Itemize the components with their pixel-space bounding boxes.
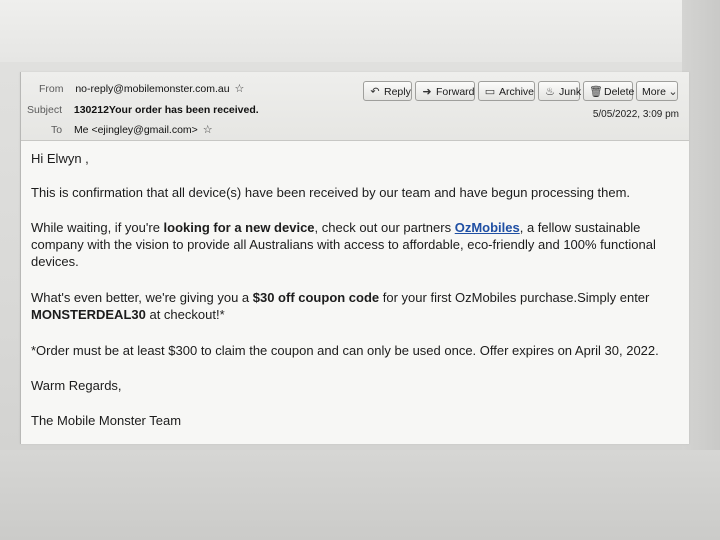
delete-label: Delete [604,86,635,98]
partner-text-3: , a fellow sustainable company with the vision to provide all Australians with access to affordable, eco-friendly and 100% functional devices. [31,220,656,269]
partner-bold: looking for a new device [163,220,315,235]
archive-label: Archive [499,86,535,98]
chevron-down-icon: ⌄ [668,86,678,98]
junk-button[interactable] [538,81,580,101]
coupon-bold: $30 off coupon code [252,290,380,305]
coupon-code: MONSTERDEAL30 [31,307,146,322]
subject-label: Subject [27,104,63,116]
coupon-text-3: at checkout!* [145,307,225,322]
star-icon[interactable]: ☆ [202,124,213,136]
to-address[interactable]: Me <ejingley@gmail.com> [73,124,198,136]
forward-button[interactable] [415,81,475,101]
from-row [39,82,244,95]
more-label: More [642,86,666,98]
greeting: Hi Elwyn , [31,151,89,166]
partner-paragraph [31,219,686,270]
coupon-text-2: for your first OzMobiles purchase.Simply enter [379,290,650,305]
forward-label: Forward [436,86,475,98]
trash-icon: 🗑 [589,86,603,98]
more-button[interactable] [636,81,678,101]
ozmobiles-link[interactable]: OzMobiles [454,220,520,235]
from-label: From [39,83,64,95]
to-row [51,123,213,136]
star-icon[interactable]: ☆ [234,83,245,95]
reply-label: Reply [384,86,411,98]
reply-button[interactable] [363,81,412,101]
order-note: *Order must be at least $300 to claim the coupon and can only be used once. Offer expires on April 30, 2022. [31,343,659,358]
signature: The Mobile Monster Team [31,413,182,428]
background-bottom [0,450,720,540]
archive-box-icon: ▭ [484,86,496,98]
coupon-text-1: What's even better, we're giving you a [31,290,253,305]
junk-label: Junk [559,86,582,98]
background-top [0,0,720,62]
forward-arrow-icon: ➜ [422,86,432,98]
delete-button[interactable] [583,81,633,101]
closing: Warm Regards, [31,378,122,393]
junk-flame-icon: ♨ [545,86,555,98]
partner-text-1: While waiting, if you're [31,220,164,235]
subject-row [27,104,259,116]
coupon-paragraph [31,289,686,323]
message-date: 5/05/2022, 3:09 pm [592,109,679,120]
archive-button[interactable] [478,81,535,101]
reply-arrow-icon: ↶ [370,86,380,98]
subject-text: 130212Your order has been received. [73,104,259,116]
from-address[interactable]: no-reply@mobilemonster.com.au [75,83,230,95]
message-header [21,72,689,141]
confirmation-paragraph: This is confirmation that all device(s) have been received by our team and have begun processing them. [31,185,631,200]
partner-text-2: , check out our partners [314,220,455,235]
to-label: To [51,124,63,136]
email-message-window [20,72,689,444]
